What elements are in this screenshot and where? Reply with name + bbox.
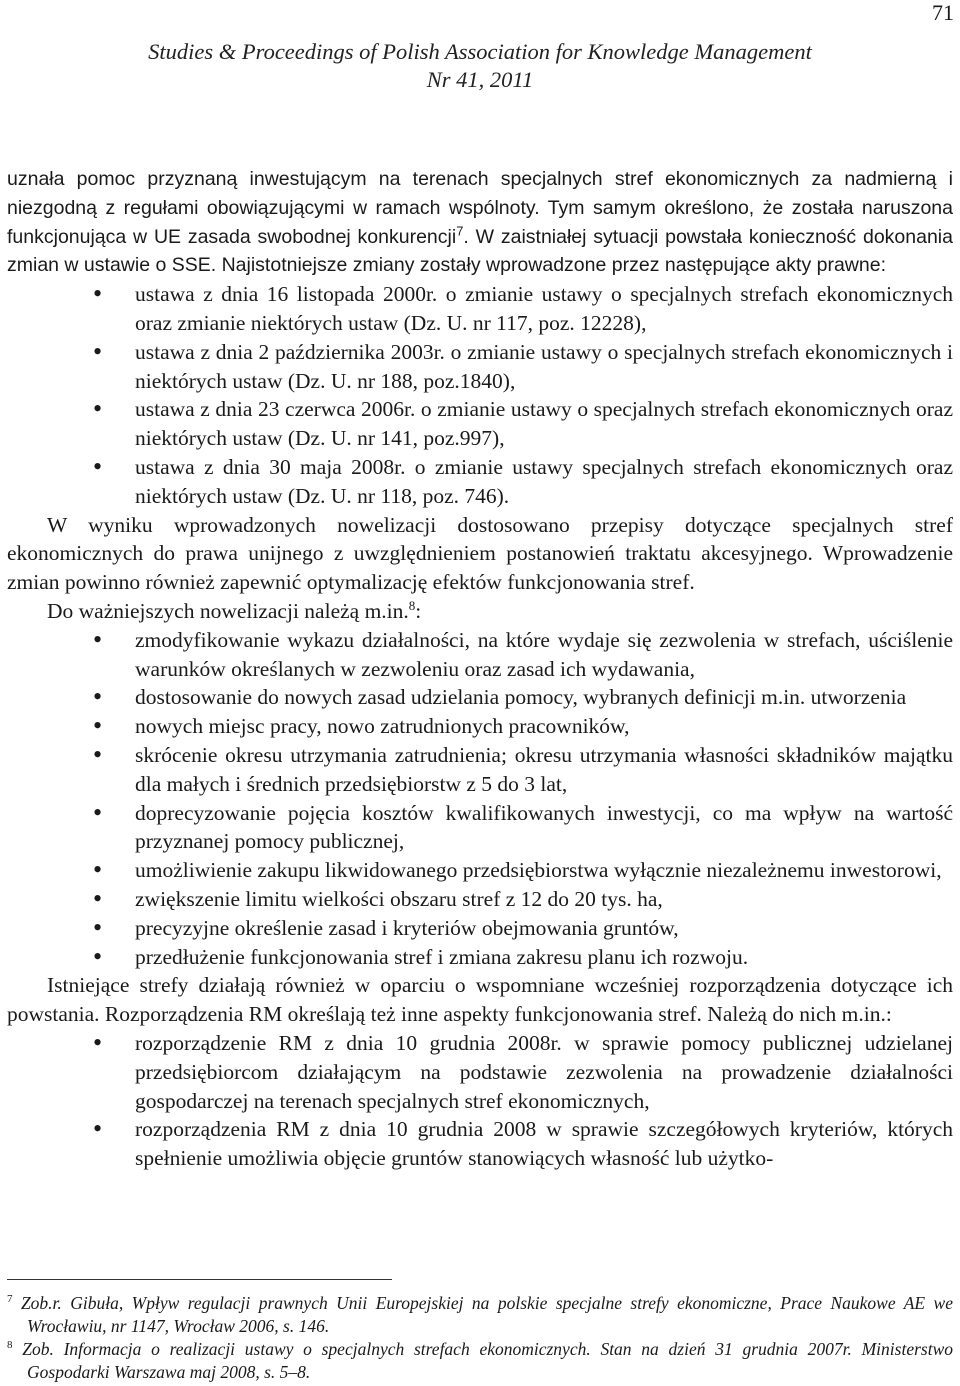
list-item: • nowych miejsc pracy, nowo zatrudnionych pracowników,: [7, 712, 953, 741]
footnote-number: 7: [7, 1293, 13, 1306]
list-item: • rozporządzenie RM z dnia 10 grudnia 2008r. w sprawie pomocy publicznej udzielanej przedsiębiorcom działającym na podstawie zezwolenia na prowadzenie działalności gospodarczej na terenach specjalnych stref ekonomicznych,: [7, 1029, 953, 1115]
footnote-7: [7, 1292, 953, 1338]
list-item: • umożliwienie zakupu likwidowanego przedsiębiorstwa wyłącznie niezależnemu inwestorowi,: [7, 856, 953, 885]
footnote-number: 8: [7, 1339, 13, 1352]
footnotes: [7, 1292, 953, 1384]
regulations-list: [7, 1029, 953, 1173]
page-number: 71: [932, 0, 954, 25]
paragraph-intro-part1: uznała pomoc przyznaną inwestującym na terenach specjalnych stref ekonomicznych za nadmierną i niezgodną z regułami obowiązującymi w ramach wspólnoty. Tym samym określono, że została naruszona funkcjonująca w UE zasada swobodnej konkurencji: [7, 168, 953, 248]
list-item: • ustawa z dnia 2 października 2003r. o zmianie ustawy o specjalnych strefach ekonomicznych i niektórych ustaw (Dz. U. nr 188, poz.1840),: [7, 338, 953, 396]
article-body: [7, 165, 953, 1173]
paragraph-key-changes: [7, 597, 953, 626]
key-changes-colon: :: [415, 598, 422, 623]
list-item: • ustawa z dnia 16 listopada 2000r. o zmianie ustawy o specjalnych strefach ekonomicznych oraz zmianie niektórych ustaw (Dz. U. nr 117, poz. 12228),: [7, 280, 953, 338]
paragraph-intro: [7, 165, 953, 280]
footnote-text: Zob.r. Gibuła, Wpływ regulacji prawnych Unii Europejskiej na polskie specjalne strefy ekonomiczne, Prace Naukowe AE we Wrocławiu, nr 1147, Wrocław 2006, s. 146.: [20, 1293, 953, 1336]
list-item: • rozporządzenia RM z dnia 10 grudnia 2008 w sprawie szczegółowych kryteriów, których spełnienie umożliwia objęcie gruntów stanowiących własność lub użytko-: [7, 1115, 953, 1173]
list-item: • dostosowanie do nowych zasad udzielania pomocy, wybranych definicji m.in. utworzenia: [7, 683, 953, 712]
journal-header: [0, 38, 960, 94]
list-item: • doprecyzowanie pojęcia kosztów kwalifikowanych inwestycji, co ma wpływ na wartość przyznanej pomocy publicznej,: [7, 799, 953, 857]
list-item: • zmodyfikowanie wykazu działalności, na które wydaje się zezwolenia w strefach, uściślenie warunków określanych w zezwoleniu oraz zasad ich wydawania,: [7, 626, 953, 684]
list-item: • ustawa z dnia 23 czerwca 2006r. o zmianie ustawy o specjalnych strefach ekonomicznych oraz niektórych ustaw (Dz. U. nr 141, poz.997),: [7, 395, 953, 453]
footnote-ref-7[interactable]: 7: [456, 223, 464, 239]
list-item: • precyzyjne określenie zasad i kryteriów obejmowania gruntów,: [7, 914, 953, 943]
journal-issue: Nr 41, 2011: [426, 67, 534, 92]
key-changes-list: [7, 626, 953, 972]
footnote-8: [7, 1338, 953, 1384]
footnote-divider: [7, 1279, 392, 1280]
list-item: • przedłużenie funkcjonowania stref i zmiana zakresu planu ich rozwoju.: [7, 943, 953, 972]
key-changes-text: Do ważniejszych nowelizacji należą m.in.: [47, 598, 409, 623]
list-item: • skrócenie okresu utrzymania zatrudnienia; okresu utrzymania własności składników majątku dla małych i średnich przedsiębiorstw z 5 do 3 lat,: [7, 741, 953, 799]
paragraph-amendments: W wyniku wprowadzonych nowelizacji dostosowano przepisy dotyczące specjalnych stref ekonomicznych do prawa unijnego z uwzględnieniem postanowień traktatu akcesyjnego. Wprowadzenie zmian powinno również zapewnić optymalizację efektów funkcjonowania stref.: [7, 512, 953, 595]
footnote-ref-8[interactable]: 8: [408, 597, 416, 613]
paragraph-intro-part2: . W zaistniałej sytuacji powstała konieczność dokonania zmian w ustawie o SSE. Najistotniejsze zmiany zostały wprowadzone przez następujące akty prawne:: [7, 225, 953, 277]
list-item: • ustawa z dnia 30 maja 2008r. o zmianie ustawy specjalnych strefach ekonomicznych oraz niektórych ustaw (Dz. U. nr 118, poz. 746).: [7, 453, 953, 511]
journal-title: Studies & Proceedings of Polish Association for Knowledge Management: [148, 39, 812, 64]
legal-acts-list: [7, 280, 953, 510]
paragraph-regulations: Istniejące strefy działają również w oparciu o wspomniane wcześniej rozporządzenia dotyczące ich powstania. Rozporządzenia RM określają też inne aspekty funkcjonowania stref. Należą do nich m.in.:: [7, 973, 953, 1027]
list-item: • zwiększenie limitu wielkości obszaru stref z 12 do 20 tys. ha,: [7, 885, 953, 914]
footnote-text: Zob. Informacja o realizacji ustawy o specjalnych strefach ekonomicznych. Stan na dzień 31 grudnia 2007r. Ministerstwo Gospodarki Warszawa maj 2008, s. 5–8.: [22, 1339, 954, 1382]
